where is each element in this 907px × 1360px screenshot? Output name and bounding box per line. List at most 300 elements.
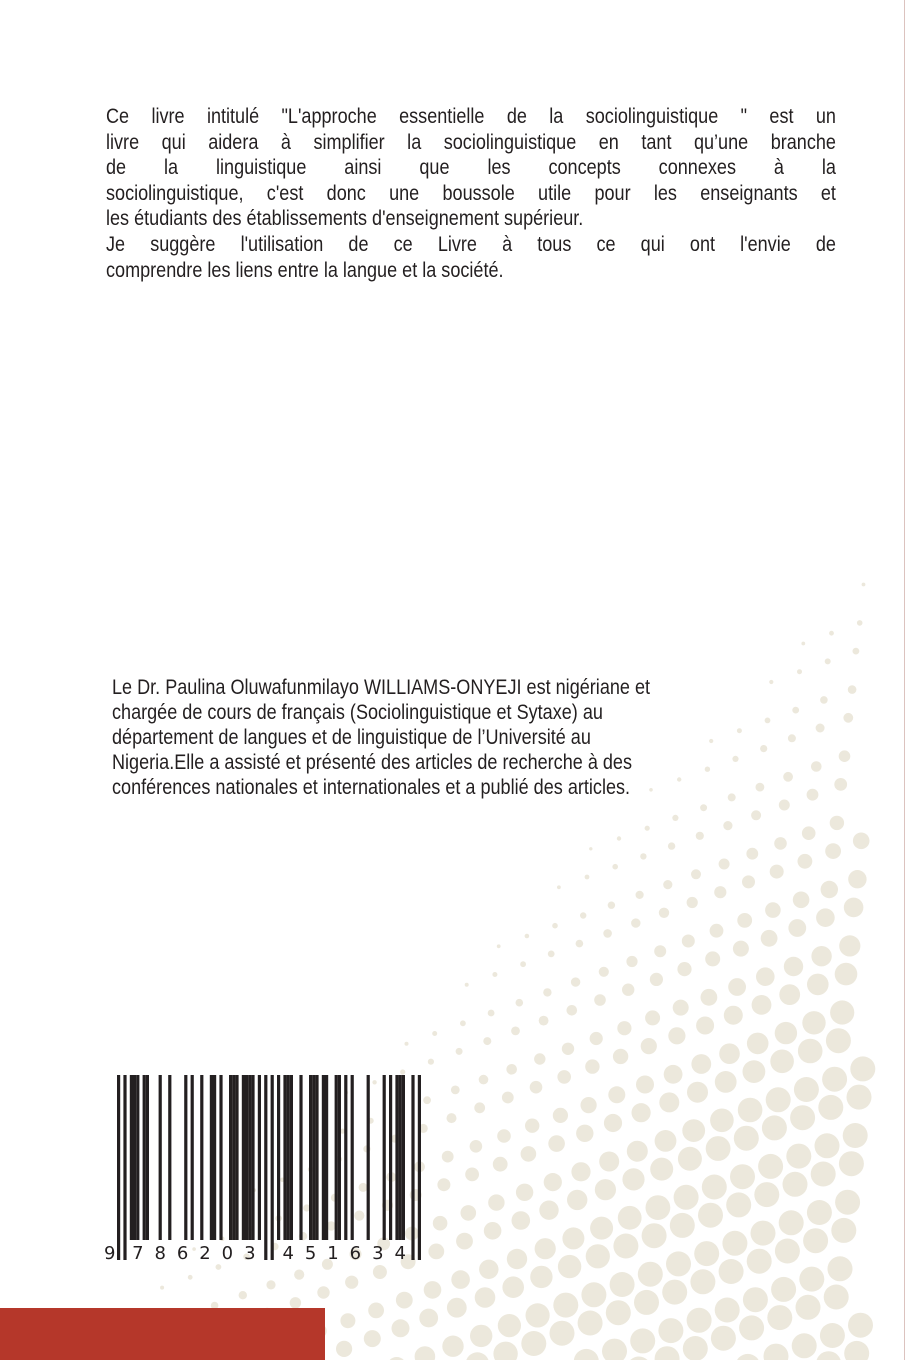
author-bio-line: département de langues et de linguistique de l’Université au bbox=[112, 725, 591, 749]
decorative-dot bbox=[815, 1133, 840, 1158]
decorative-dot bbox=[612, 864, 618, 870]
decorative-dot bbox=[576, 1125, 593, 1142]
decorative-dot bbox=[290, 1297, 301, 1308]
decorative-dot bbox=[497, 1129, 511, 1143]
decorative-dot bbox=[396, 1292, 413, 1309]
decorative-dot bbox=[662, 1280, 687, 1305]
description-line: livre qui aidera à simplifier la sociolinguistique en tant qu’une branche bbox=[106, 129, 836, 154]
decorative-dot bbox=[694, 1241, 719, 1266]
decorative-dot bbox=[825, 658, 831, 664]
decorative-dot bbox=[437, 1178, 450, 1191]
decorative-dot bbox=[447, 1113, 457, 1123]
decorative-dot bbox=[539, 1016, 549, 1026]
decorative-dot bbox=[433, 1216, 448, 1231]
decorative-dot bbox=[830, 816, 844, 830]
decorative-dot bbox=[557, 1070, 571, 1084]
barcode-bar bbox=[290, 1075, 293, 1240]
decorative-dot bbox=[461, 1205, 477, 1221]
decorative-dot bbox=[617, 836, 621, 840]
decorative-dot bbox=[802, 826, 816, 840]
decorative-dot bbox=[747, 1249, 772, 1274]
decorative-dot bbox=[843, 1123, 868, 1148]
decorative-dot bbox=[798, 1039, 823, 1064]
decorative-dot bbox=[516, 1184, 533, 1201]
decorative-dot bbox=[696, 1017, 714, 1035]
barcode-bar bbox=[283, 1075, 286, 1240]
decorative-dot bbox=[816, 1351, 841, 1360]
decorative-dot bbox=[691, 869, 701, 879]
barcode-bar bbox=[219, 1075, 222, 1240]
spine-edge-line bbox=[904, 0, 905, 1360]
decorative-dot bbox=[604, 1114, 622, 1132]
decorative-dot bbox=[650, 973, 663, 986]
decorative-dot bbox=[428, 1244, 444, 1260]
decorative-dot bbox=[747, 1033, 769, 1055]
decorative-dot bbox=[794, 1077, 819, 1102]
decorative-dot bbox=[820, 1323, 845, 1348]
decorative-dot bbox=[574, 1349, 599, 1360]
decorative-dot bbox=[714, 886, 726, 898]
barcode-digit: 9 bbox=[104, 1243, 116, 1264]
decorative-dot bbox=[824, 1285, 849, 1310]
decorative-dot bbox=[788, 919, 806, 937]
decorative-dot bbox=[634, 1290, 659, 1315]
decorative-dot bbox=[655, 1130, 677, 1152]
decorative-dot bbox=[535, 1238, 556, 1259]
decorative-dot bbox=[696, 832, 704, 840]
decorative-dot bbox=[770, 865, 784, 879]
barcode-bar bbox=[325, 1075, 328, 1240]
barcode-bar bbox=[232, 1075, 235, 1240]
decorative-dot bbox=[488, 1010, 495, 1017]
decorative-dot bbox=[548, 1135, 565, 1152]
decorative-dot bbox=[751, 1221, 776, 1246]
description-line: comprendre les liens entre la langue et la société. bbox=[106, 257, 504, 282]
barcode-bar bbox=[402, 1075, 405, 1240]
decorative-dot bbox=[521, 1146, 537, 1162]
decorative-dot bbox=[715, 1298, 740, 1323]
barcode-digit: 6 bbox=[349, 1243, 362, 1264]
decorative-dot bbox=[792, 1333, 817, 1358]
decorative-dot bbox=[415, 1346, 436, 1360]
decorative-dot bbox=[585, 1059, 599, 1073]
decorative-dot bbox=[835, 963, 858, 986]
decorative-dot bbox=[630, 1328, 655, 1353]
decorative-dot bbox=[645, 826, 650, 831]
decorative-dot bbox=[672, 815, 678, 821]
decorative-dot bbox=[512, 1211, 531, 1230]
decorative-dot bbox=[666, 1251, 691, 1276]
decorative-dot bbox=[811, 946, 831, 966]
decorative-dot bbox=[730, 1164, 755, 1189]
decorative-dot bbox=[576, 940, 584, 948]
decorative-dot bbox=[847, 1085, 872, 1110]
barcode-digit: 4 bbox=[394, 1243, 406, 1264]
decorative-dot bbox=[479, 1075, 489, 1085]
decorative-dot bbox=[638, 1262, 663, 1287]
decorative-dot bbox=[562, 1227, 584, 1249]
decorative-dot bbox=[839, 750, 851, 762]
decorative-dot bbox=[807, 974, 829, 996]
barcode-bar bbox=[146, 1075, 149, 1240]
decorative-dot bbox=[603, 929, 612, 938]
decorative-dot bbox=[761, 930, 778, 947]
decorative-dot bbox=[636, 891, 644, 899]
decorative-dot bbox=[266, 1280, 275, 1289]
decorative-dot bbox=[493, 1342, 517, 1360]
decorative-dot bbox=[336, 1341, 352, 1357]
decorative-dot bbox=[691, 1054, 711, 1074]
decorative-dot bbox=[674, 1185, 699, 1210]
decorative-dot bbox=[525, 1119, 539, 1133]
decorative-dot bbox=[599, 1152, 619, 1172]
decorative-dot bbox=[581, 1282, 606, 1307]
barcode-digit: 4 bbox=[282, 1243, 294, 1264]
decorative-dot bbox=[465, 983, 469, 987]
decorative-dot bbox=[631, 918, 640, 927]
decorative-dot bbox=[506, 1064, 517, 1075]
decorative-dot bbox=[775, 1239, 800, 1264]
decorative-dot bbox=[345, 1276, 358, 1289]
accent-red-bar bbox=[0, 1308, 325, 1360]
author-bio bbox=[112, 675, 834, 800]
description-line: Je suggère l'utilisation de ce Livre à tous ce qui ont l'envie de bbox=[106, 231, 836, 256]
decorative-dot bbox=[586, 1244, 610, 1268]
decorative-dot bbox=[802, 1011, 825, 1034]
decorative-dot bbox=[488, 1194, 504, 1210]
decorative-dot bbox=[742, 875, 755, 888]
decorative-dot bbox=[188, 1275, 193, 1280]
decorative-dot bbox=[722, 1231, 747, 1256]
decorative-dot bbox=[698, 1203, 723, 1228]
decorative-dot bbox=[673, 1000, 689, 1016]
decorative-dot bbox=[526, 1303, 550, 1327]
decorative-dot bbox=[790, 1105, 815, 1130]
decorative-dot bbox=[779, 800, 790, 811]
barcode-bar bbox=[315, 1075, 318, 1240]
decorative-dot bbox=[364, 1330, 381, 1347]
decorative-dot bbox=[783, 1172, 808, 1197]
decorative-dot bbox=[552, 923, 558, 929]
decorative-dot bbox=[801, 642, 805, 646]
decorative-dot bbox=[640, 853, 646, 859]
author-bio-line: chargée de cours de français (Sociolinguistique et Sytaxe) au bbox=[112, 700, 603, 724]
barcode-digit: 6 bbox=[176, 1243, 189, 1264]
barcode-bar bbox=[395, 1075, 398, 1240]
barcode-bar bbox=[143, 1075, 146, 1240]
decorative-dot bbox=[492, 972, 497, 977]
barcode-bar bbox=[277, 1075, 280, 1240]
decorative-dot bbox=[853, 833, 870, 850]
barcode-digit: 7 bbox=[132, 1243, 144, 1264]
decorative-dot bbox=[822, 1067, 847, 1092]
decorative-dot bbox=[829, 631, 834, 636]
description-line: les étudiants des établissements d'enseignement supérieur. bbox=[106, 206, 584, 231]
decorative-dot bbox=[571, 1162, 590, 1181]
decorative-dot bbox=[797, 669, 802, 674]
barcode-bar bbox=[242, 1075, 245, 1240]
barcode-bar bbox=[213, 1075, 216, 1240]
decorative-dot bbox=[659, 1092, 679, 1112]
decorative-dot bbox=[474, 1102, 485, 1113]
decorative-dot bbox=[834, 778, 847, 791]
decorative-dot bbox=[828, 1256, 853, 1281]
decorative-dot bbox=[626, 956, 637, 967]
decorative-dot bbox=[590, 1032, 603, 1045]
description-line: Ce livre intitulé "L'approche essentielle de la sociolinguistique " est un bbox=[106, 104, 836, 128]
decorative-dot bbox=[548, 951, 555, 958]
decorative-dot bbox=[627, 1141, 648, 1162]
decorative-dot bbox=[754, 1182, 779, 1207]
barcode-bar bbox=[338, 1075, 341, 1240]
decorative-dot bbox=[857, 620, 863, 626]
decorative-dot bbox=[589, 847, 592, 850]
decorative-dot bbox=[719, 859, 730, 870]
decorative-dot bbox=[779, 984, 800, 1005]
barcode-bar bbox=[136, 1075, 139, 1240]
decorative-dot bbox=[848, 1313, 873, 1338]
decorative-dot bbox=[767, 1305, 792, 1330]
decorative-dot bbox=[687, 1082, 708, 1103]
decorative-dot bbox=[663, 880, 672, 889]
barcode-bar bbox=[184, 1075, 187, 1240]
decorative-dot bbox=[641, 1038, 657, 1054]
decorative-dot bbox=[848, 685, 857, 694]
decorative-dot bbox=[774, 837, 787, 850]
barcode-bar bbox=[229, 1075, 232, 1240]
decorative-dot bbox=[677, 962, 691, 976]
decorative-dot bbox=[493, 1157, 508, 1172]
decorative-dot bbox=[743, 1287, 768, 1312]
barcode-bar bbox=[264, 1075, 267, 1260]
decorative-dot bbox=[784, 957, 803, 976]
decorative-dot bbox=[762, 1115, 787, 1140]
barcode-bar bbox=[191, 1075, 194, 1240]
barcode-digit: 5 bbox=[304, 1243, 317, 1264]
decorative-dot bbox=[294, 1270, 304, 1280]
author-bio-line: Nigeria.Elle a assisté et présenté des articles de recherche à des bbox=[112, 750, 633, 774]
decorative-dot bbox=[447, 1298, 467, 1318]
barcode-bar bbox=[309, 1075, 312, 1240]
decorative-dot bbox=[419, 1309, 438, 1328]
decorative-dot bbox=[751, 810, 761, 820]
decorative-dot bbox=[771, 1277, 796, 1302]
decorative-dot bbox=[668, 1027, 685, 1044]
decorative-dot bbox=[764, 1344, 789, 1360]
decorative-dot bbox=[853, 648, 860, 655]
decorative-dot bbox=[839, 935, 860, 956]
decorative-dot bbox=[451, 1086, 460, 1095]
decorative-dot bbox=[821, 881, 838, 898]
decorative-dot bbox=[705, 951, 720, 966]
decorative-dot bbox=[668, 842, 675, 849]
decorative-dot bbox=[811, 1162, 836, 1187]
barcode-digit: 8 bbox=[154, 1243, 166, 1264]
decorative-dot bbox=[826, 1028, 851, 1053]
decorative-dot bbox=[595, 1179, 616, 1200]
isbn-barcode bbox=[100, 1070, 430, 1270]
barcode-bar bbox=[287, 1075, 290, 1240]
decorative-dot bbox=[645, 1010, 660, 1025]
decorative-dot bbox=[451, 1270, 470, 1289]
decorative-dot bbox=[553, 1293, 578, 1318]
decorative-dot bbox=[534, 1053, 545, 1064]
description-line: de la linguistique ainsi que les concepts connexes à la bbox=[106, 155, 836, 180]
decorative-dot bbox=[850, 1056, 875, 1081]
decorative-dot bbox=[844, 898, 864, 918]
barcode-bar bbox=[159, 1075, 162, 1240]
barcode-bar bbox=[245, 1075, 248, 1240]
decorative-dot bbox=[608, 902, 615, 909]
decorative-dot bbox=[658, 1318, 683, 1343]
decorative-dot bbox=[682, 935, 695, 948]
decorative-dot bbox=[650, 1158, 673, 1181]
decorative-dot bbox=[687, 1308, 712, 1333]
decorative-dot bbox=[654, 945, 666, 957]
decorative-dot bbox=[511, 1027, 520, 1036]
decorative-dot bbox=[460, 1020, 466, 1026]
decorative-dot bbox=[642, 1223, 667, 1248]
decorative-dot bbox=[610, 1272, 635, 1297]
barcode-bar bbox=[344, 1075, 347, 1240]
barcode-bar bbox=[133, 1075, 136, 1240]
decorative-dot bbox=[550, 1321, 575, 1346]
decorative-dot bbox=[456, 1233, 473, 1250]
decorative-dot bbox=[585, 875, 590, 880]
decorative-dot bbox=[758, 1154, 783, 1179]
decorative-dot bbox=[317, 1286, 329, 1298]
decorative-dot bbox=[498, 1314, 521, 1337]
barcode-bar bbox=[130, 1075, 133, 1240]
decorative-dot bbox=[160, 1286, 164, 1290]
barcode-bar bbox=[411, 1075, 414, 1260]
author-bio-line: conférences nationales et internationales et a publié des articles. bbox=[112, 775, 631, 799]
decorative-dot bbox=[525, 934, 530, 939]
decorative-dot bbox=[818, 1095, 843, 1120]
barcode-bar bbox=[248, 1075, 251, 1240]
decorative-dot bbox=[622, 984, 634, 996]
decorative-dot bbox=[507, 1249, 527, 1269]
decorative-dot bbox=[844, 1341, 869, 1360]
decorative-dot bbox=[557, 885, 561, 889]
decorative-dot bbox=[484, 1222, 502, 1240]
decorative-dot bbox=[825, 843, 841, 859]
decorative-dot bbox=[803, 1228, 828, 1253]
decorative-dot bbox=[835, 1190, 860, 1215]
decorative-dot bbox=[700, 804, 707, 811]
decorative-dot bbox=[442, 1151, 454, 1163]
decorative-dot bbox=[739, 1315, 764, 1340]
barcode-bar bbox=[210, 1075, 213, 1240]
decorative-dot bbox=[571, 977, 580, 986]
decorative-dot bbox=[562, 1043, 574, 1055]
barcode-bar bbox=[312, 1075, 315, 1240]
decorative-dot bbox=[737, 913, 752, 928]
decorative-dot bbox=[746, 848, 758, 860]
decorative-dot bbox=[738, 1098, 763, 1123]
decorative-dot bbox=[734, 1126, 759, 1151]
decorative-dot bbox=[608, 1086, 625, 1103]
decorative-dot bbox=[807, 1200, 832, 1225]
author-bio-line: Le Dr. Paulina Oluwafunmilayo WILLIAMS-ONYEJI est nigériane et bbox=[112, 675, 651, 699]
decorative-dot bbox=[599, 967, 609, 977]
decorative-dot bbox=[618, 1206, 642, 1230]
decorative-dot bbox=[543, 988, 551, 996]
decorative-dot bbox=[580, 912, 586, 918]
decorative-dot bbox=[594, 994, 606, 1006]
decorative-dot bbox=[715, 1071, 737, 1093]
decorative-dot bbox=[798, 854, 813, 869]
decorative-dot bbox=[701, 989, 718, 1006]
decorative-dot bbox=[432, 1031, 437, 1036]
decorative-dot bbox=[670, 1213, 695, 1238]
decorative-dot bbox=[424, 1281, 442, 1299]
decorative-dot bbox=[719, 1259, 744, 1284]
description-line: sociolinguistique, c'est donc une boussole utile pour les enseignants et bbox=[106, 180, 836, 205]
decorative-dot bbox=[756, 967, 775, 986]
decorative-dot bbox=[655, 1346, 680, 1360]
decorative-dot bbox=[520, 961, 526, 967]
book-description bbox=[106, 104, 836, 283]
decorative-dot bbox=[479, 1260, 498, 1279]
decorative-dot bbox=[530, 1081, 543, 1094]
barcode-bar bbox=[299, 1075, 302, 1240]
decorative-dot bbox=[682, 1119, 705, 1142]
decorative-dot bbox=[530, 1266, 552, 1288]
decorative-dot bbox=[786, 1144, 811, 1169]
decorative-dot bbox=[539, 1201, 558, 1220]
decorative-dot bbox=[770, 1050, 794, 1074]
decorative-dot bbox=[659, 908, 669, 918]
decorative-dot bbox=[578, 1311, 603, 1336]
barcode-bar bbox=[271, 1075, 274, 1260]
decorative-dot bbox=[799, 1267, 824, 1292]
decorative-dot bbox=[466, 1352, 490, 1360]
decorative-dot bbox=[848, 870, 866, 888]
barcode-bar bbox=[168, 1075, 171, 1240]
decorative-dot bbox=[483, 1037, 491, 1045]
decorative-dot bbox=[544, 1173, 562, 1191]
decorative-dot bbox=[613, 1049, 628, 1064]
decorative-dot bbox=[752, 995, 772, 1015]
decorative-dot bbox=[711, 1326, 736, 1351]
decorative-dot bbox=[735, 1354, 760, 1360]
barcode-bar bbox=[322, 1075, 325, 1240]
barcode-bar bbox=[123, 1075, 126, 1260]
barcode-bar bbox=[367, 1075, 370, 1240]
decorative-dot bbox=[843, 713, 853, 723]
decorative-dot bbox=[602, 1339, 627, 1360]
decorative-dot bbox=[632, 1103, 651, 1122]
barcode-digit: 0 bbox=[221, 1243, 234, 1264]
decorative-dot bbox=[470, 1325, 492, 1347]
decorative-dot bbox=[765, 902, 781, 918]
decorative-dot bbox=[497, 944, 501, 948]
decorative-dot bbox=[567, 1190, 587, 1210]
decorative-dot bbox=[724, 1006, 743, 1025]
barcode-bar bbox=[399, 1075, 402, 1240]
decorative-dot bbox=[392, 1319, 410, 1337]
decorative-dot bbox=[516, 999, 524, 1007]
decorative-dot bbox=[239, 1291, 247, 1299]
decorative-dot bbox=[687, 897, 698, 908]
barcode-bar bbox=[251, 1075, 254, 1240]
decorative-dot bbox=[664, 1065, 683, 1084]
decorative-dot bbox=[831, 1218, 856, 1243]
decorative-dot bbox=[775, 1022, 797, 1044]
decorative-dot bbox=[617, 1021, 631, 1035]
decorative-dot bbox=[743, 1060, 766, 1083]
